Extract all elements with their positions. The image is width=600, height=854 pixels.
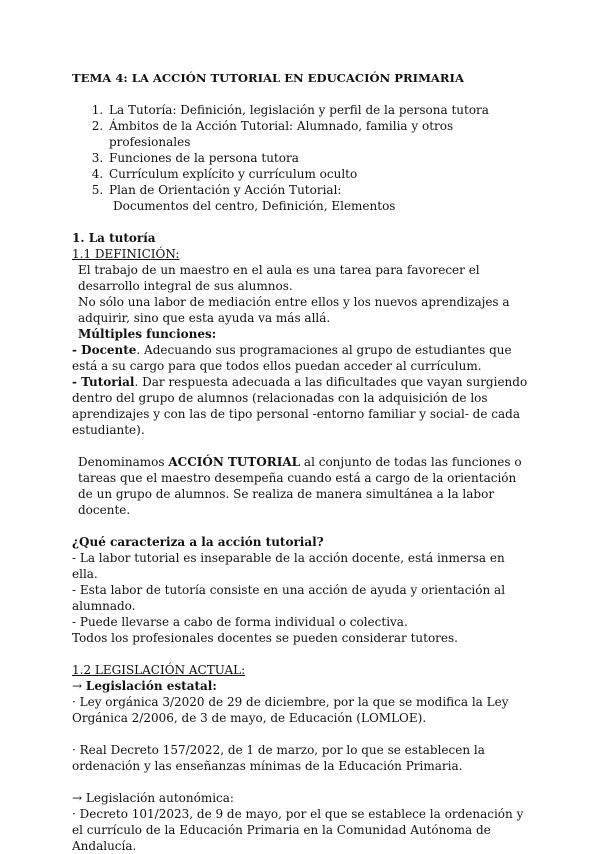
law-item: · Ley orgánica 3/2020 de 29 de diciembre, por la que se modifica la Ley Orgánica 2/2006, de 3 de mayo, de Educación (LOMLOE).	[72, 695, 509, 725]
index-item: 2. Ámbitos de la Acción Tutorial: Alumnado, familia y otros profesionales	[107, 118, 530, 150]
function-text: . Adecuando sus programaciones al grupo de estudiantes que está a su cargo para que todos ellos puedan acceder al currículum.	[72, 343, 512, 373]
text-run: Denominamos	[78, 455, 169, 469]
index-item: 4. Currículum explícito y currículum oculto	[107, 166, 530, 182]
question-heading: ¿Qué caracteriza a la acción tutorial?	[72, 535, 324, 549]
function-label: - Tutorial	[72, 375, 135, 389]
index-subitem: Documentos del centro, Definición, Elementos	[113, 199, 396, 213]
characteristic: - La labor tutorial es inseparable de la acción docente, está inmersa en ella.	[72, 551, 505, 581]
legislation-heading: 1.2 LEGISLACIÓN ACTUAL:	[72, 663, 246, 677]
characteristic: Todos los profesionales docentes se pueden considerar tutores.	[72, 631, 458, 645]
paragraph: El trabajo de un maestro en el aula es una tarea para favorecer el desarrollo integral de sus alumnos.	[78, 263, 480, 293]
key-term: ACCIÓN TUTORIAL	[168, 455, 301, 469]
state-legislation-heading	[72, 678, 530, 694]
characteristic: - Esta labor de tutoría consiste en una acción de ayuda y orientación al alumnado.	[72, 583, 506, 613]
label: Legislación estatal:	[85, 679, 217, 693]
topic-index	[72, 102, 530, 198]
index-item: 3. Funciones de la persona tutora	[107, 150, 530, 166]
function-label: - Docente	[72, 343, 137, 357]
paragraph: No sólo una labor de mediación entre ellos y los nuevos aprendizajes a adquirir, sino que esta ayuda va más allá.	[78, 295, 510, 325]
index-item: 1. La Tutoría: Definición, legislación y perfil de la persona tutora	[107, 102, 530, 118]
characteristic: - Puede llevarse a cabo de forma individual o colectiva.	[72, 615, 408, 629]
arrow-icon: →	[72, 679, 86, 693]
section-heading: 1. La tutoría	[72, 231, 156, 245]
document-title: TEMA 4: LA ACCIÓN TUTORIAL EN EDUCACIÓN PRIMARIA	[72, 71, 464, 85]
functions-heading: Múltiples funciones:	[78, 327, 217, 341]
function-tutorial	[72, 374, 530, 438]
law-item: · Real Decreto 157/2022, de 1 de marzo, por lo que se establecen la ordenación y las enseñanzas mínimas de la Educación Primaria.	[72, 743, 485, 773]
law-item: · Decreto 101/2023, de 9 de mayo, por el que se establece la ordenación y el currículo de la Educación Primaria en la Comunidad Autónoma de Andalucía.	[72, 807, 524, 853]
definition-paragraph	[72, 454, 530, 518]
function-text: . Dar respuesta adecuada a las dificultades que vayan surgiendo dentro del grupo de alumnos (relacionadas con la adquisición de los aprendizajes y con las de tipo personal -entorno familiar y social- de cada estudiante).	[72, 375, 528, 437]
text-run: al conjunto de todas las funciones o tareas que el maestro desempeña cuando está a cargo de la orientación de un grupo de alumnos. Se realiza de manera simultánea a la labor docente.	[78, 455, 522, 517]
index-item: 5. Plan de Orientación y Acción Tutorial:	[107, 182, 530, 198]
definition-heading: 1.1 DEFINICIÓN:	[72, 247, 180, 261]
regional-legislation-heading: → Legislación autonómica:	[72, 791, 234, 805]
function-docente	[72, 342, 530, 374]
